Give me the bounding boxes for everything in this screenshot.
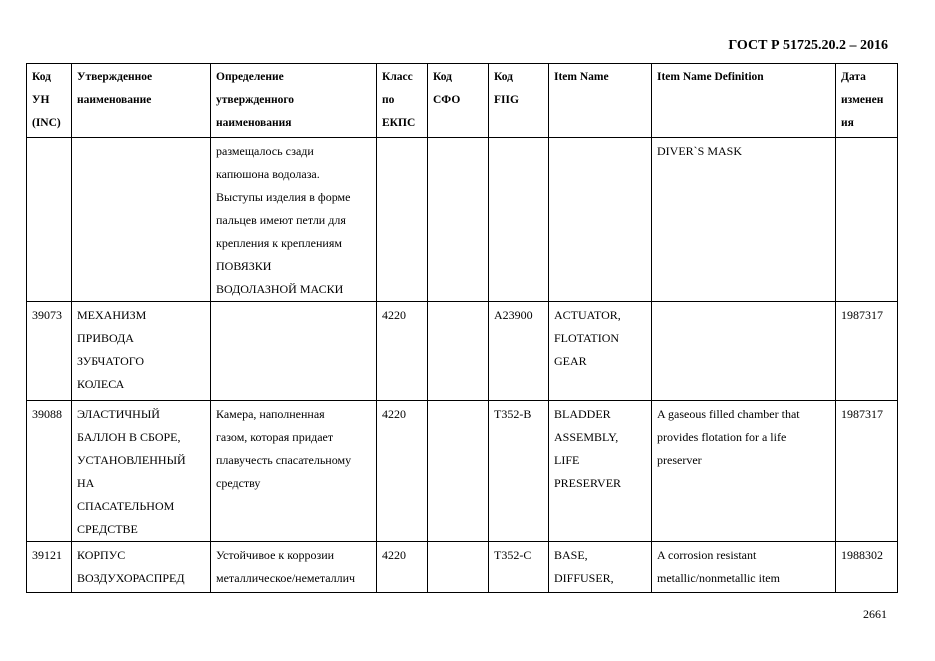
page-number: 2661 xyxy=(863,607,887,621)
header-definition xyxy=(211,64,377,138)
cell-definition-line: ПОВЯЗКИ xyxy=(216,259,272,273)
cell-definition-line: капюшона водолаза. xyxy=(216,167,320,181)
header-item-name xyxy=(549,64,652,138)
cell-item-name-line: LIFE xyxy=(554,453,580,467)
header-code-un-line: Код xyxy=(32,71,52,83)
cell-class xyxy=(377,138,428,302)
cell-item-name-line: ACTUATOR, xyxy=(554,308,621,322)
cell-fiig: T352-C xyxy=(489,542,549,593)
cell-fiig xyxy=(489,138,549,302)
cell-item-name-line: BASE, xyxy=(554,548,588,562)
header-class-ekps-line: ЕКПС xyxy=(382,117,416,129)
cell-item-definition-line: DIVER`S MASK xyxy=(657,144,743,158)
document-title: ГОСТ Р 51725.20.2 – 2016 xyxy=(728,38,888,53)
table-header-row xyxy=(27,64,898,138)
table-row xyxy=(27,542,898,593)
cell-sfo xyxy=(428,401,489,542)
cell-approved-name-line: ЗУБЧАТОГО xyxy=(77,354,145,368)
cell-approved-name-line: СПАСАТЕЛЬНОМ xyxy=(77,499,175,513)
cell-class: 4220 xyxy=(377,542,428,593)
cell-item-name-line: BLADDER xyxy=(554,407,611,421)
cell-item-name-line: GEAR xyxy=(554,354,587,368)
cell-definition-line: средству xyxy=(216,476,261,490)
nomenclature-table xyxy=(26,63,898,593)
header-code-un xyxy=(27,64,72,138)
header-change-date-line: Дата xyxy=(841,71,866,83)
cell-definition-line: газом, которая придает xyxy=(216,430,334,444)
cell-approved-name xyxy=(72,401,211,542)
cell-definition xyxy=(211,542,377,593)
header-code-fiig-line: FIIG xyxy=(494,94,519,106)
cell-class: 4220 xyxy=(377,302,428,401)
cell-approved-name-line: ВОЗДУХОРАСПРЕД xyxy=(77,571,185,585)
header-code-sfo-line: Код xyxy=(433,71,453,83)
cell-definition xyxy=(211,302,377,401)
cell-item-name xyxy=(549,542,652,593)
cell-definition-line: плавучесть спасательному xyxy=(216,453,352,467)
header-definition-line: Определение xyxy=(216,71,284,83)
cell-item-definition-line: A corrosion resistant xyxy=(657,548,757,562)
header-code-un-line: (INC) xyxy=(32,117,61,129)
cell-approved-name xyxy=(72,138,211,302)
cell-approved-name-line: БАЛЛОН В СБОРЕ, xyxy=(77,430,181,444)
cell-code: 39073 xyxy=(27,302,72,401)
cell-date: 1987317 xyxy=(836,401,898,542)
cell-date xyxy=(836,138,898,302)
cell-approved-name-line: МЕХАНИЗМ xyxy=(77,308,147,322)
header-definition-line: наименования xyxy=(216,117,292,129)
cell-item-name xyxy=(549,138,652,302)
header-class-ekps-line: по xyxy=(382,94,395,106)
header-class-ekps-line: Класс xyxy=(382,71,413,83)
cell-item-definition-line: provides flotation for a life xyxy=(657,430,787,444)
header-change-date-line: ия xyxy=(841,117,854,129)
cell-definition-line: ВОДОЛАЗНОЙ МАСКИ xyxy=(216,282,344,296)
cell-class: 4220 xyxy=(377,401,428,542)
header-change-date-line: изменен xyxy=(841,94,884,106)
cell-code: 39088 xyxy=(27,401,72,542)
cell-sfo xyxy=(428,138,489,302)
cell-item-definition xyxy=(652,401,836,542)
cell-approved-name-line: ЭЛАСТИЧНЫЙ xyxy=(77,407,160,421)
table-row xyxy=(27,401,898,542)
cell-code: 39121 xyxy=(27,542,72,593)
cell-approved-name xyxy=(72,302,211,401)
cell-item-definition xyxy=(652,302,836,401)
header-code-sfo xyxy=(428,64,489,138)
cell-approved-name xyxy=(72,542,211,593)
cell-definition-line: Выступы изделия в форме xyxy=(216,190,351,204)
cell-date: 1987317 xyxy=(836,302,898,401)
header-approved-name xyxy=(72,64,211,138)
cell-item-name-line: FLOTATION xyxy=(554,331,620,345)
cell-item-definition-line: preserver xyxy=(657,453,702,467)
header-change-date xyxy=(836,64,898,138)
cell-item-name-line: ASSEMBLY, xyxy=(554,430,619,444)
table-row xyxy=(27,138,898,302)
cell-definition-line: размещалось сзади xyxy=(216,144,314,158)
cell-date: 1988302 xyxy=(836,542,898,593)
header-item-name-definition-line: Item Name Definition xyxy=(657,71,764,83)
table-row xyxy=(27,302,898,401)
header-approved-name-line: Утвержденное xyxy=(77,71,153,83)
cell-code xyxy=(27,138,72,302)
header-definition-line: утвержденного xyxy=(216,94,295,106)
cell-definition-line: пальцев имеют петли для xyxy=(216,213,346,227)
cell-item-definition xyxy=(652,138,836,302)
cell-item-name-line: DIFFUSER, xyxy=(554,571,614,585)
header-code-fiig-line: Код xyxy=(494,71,514,83)
cell-fiig: T352-B xyxy=(489,401,549,542)
cell-approved-name-line: КОРПУС xyxy=(77,548,126,562)
cell-definition xyxy=(211,401,377,542)
header-item-name-line: Item Name xyxy=(554,71,609,83)
cell-approved-name-line: ПРИВОДА xyxy=(77,331,134,345)
header-code-sfo-line: СФО xyxy=(433,94,461,106)
cell-definition-line: Устойчивое к коррозии xyxy=(216,548,335,562)
cell-definition-line: крепления к креплениям xyxy=(216,236,342,250)
cell-definition xyxy=(211,138,377,302)
header-item-name-definition xyxy=(652,64,836,138)
cell-approved-name-line: НА xyxy=(77,476,95,490)
cell-definition-line: металлическое/неметаллич xyxy=(216,571,356,585)
header-code-un-line: УН xyxy=(32,94,50,106)
cell-approved-name-line: УСТАНОВЛЕННЫЙ xyxy=(77,453,186,467)
cell-item-definition-line: metallic/nonmetallic item xyxy=(657,571,780,585)
cell-item-name-line: PRESERVER xyxy=(554,476,622,490)
header-class-ekps xyxy=(377,64,428,138)
cell-definition-line: Камера, наполненная xyxy=(216,407,325,421)
cell-sfo xyxy=(428,302,489,401)
cell-sfo xyxy=(428,542,489,593)
cell-approved-name-line: КОЛЕСА xyxy=(77,377,125,391)
cell-item-definition xyxy=(652,542,836,593)
cell-fiig: A23900 xyxy=(489,302,549,401)
cell-approved-name-line: СРЕДСТВЕ xyxy=(77,522,138,536)
header-approved-name-line: наименование xyxy=(77,94,152,106)
cell-item-name xyxy=(549,302,652,401)
cell-item-name xyxy=(549,401,652,542)
cell-item-definition-line: A gaseous filled chamber that xyxy=(657,407,800,421)
header-code-fiig xyxy=(489,64,549,138)
